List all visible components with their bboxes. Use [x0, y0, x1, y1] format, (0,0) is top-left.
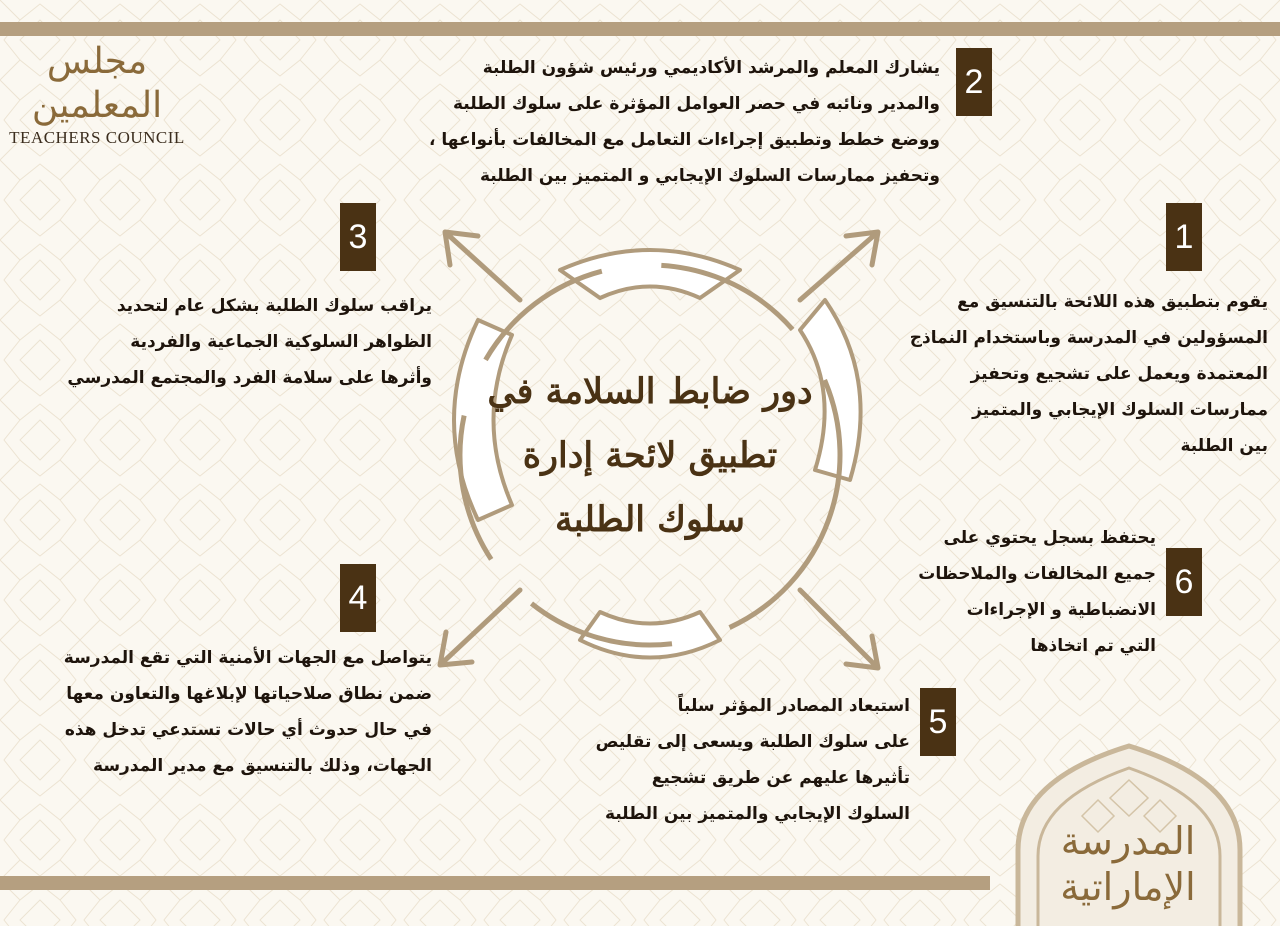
item-2-line-3: ووضع خطط وتطبيق إجراءات التعامل مع المخالفات بأنواعها ،	[429, 130, 940, 150]
item-1-line-5: بين الطلبة	[1180, 436, 1268, 456]
number-box-1: 1	[1166, 203, 1202, 271]
item-5-text	[540, 688, 910, 832]
arrow-top-right	[800, 232, 878, 300]
title-line-3: سلوك الطلبة	[554, 499, 746, 540]
number-box-3: 3	[340, 203, 376, 271]
item-1-text	[880, 284, 1268, 464]
number-box-5: 5	[920, 688, 956, 756]
logo-english-text: TEACHERS COUNCIL	[9, 128, 185, 147]
diagram-title	[460, 360, 840, 552]
item-3-line-1: يراقب سلوك الطلبة بشكل عام لتحديد	[116, 296, 432, 316]
item-4-line-4: الجهات، وذلك بالتنسيق مع مدير المدرسة	[93, 756, 432, 776]
emblem-line-1: المدرسة	[1060, 819, 1196, 863]
emblem-text	[1010, 818, 1246, 910]
item-3-line-2: الظواهر السلوكية الجماعية والفردية	[130, 332, 432, 352]
item-2-line-2: والمدير ونائبه في حصر العوامل المؤثرة على سلوك الطلبة	[452, 94, 940, 114]
title-line-2: تطبيق لائحة إدارة	[522, 435, 778, 476]
item-5-line-3: تأثيرها عليهم عن طريق تشجيع	[651, 768, 910, 788]
item-1-line-3: المعتمدة ويعمل على تشجيع وتحفيز	[970, 364, 1268, 384]
item-4-text	[8, 640, 432, 784]
item-4-line-2: ضمن نطاق صلاحياتها لإبلاغها والتعاون معها	[66, 684, 432, 704]
item-5-line-1: استبعاد المصادر المؤثر سلباً	[677, 696, 910, 716]
arrow-top-left	[445, 232, 520, 300]
item-3-text	[12, 288, 432, 396]
item-4-line-1: يتواصل مع الجهات الأمنية التي تقع المدرسة	[63, 648, 432, 668]
item-5-line-4: السلوك الإيجابي والمتميز بين الطلبة	[604, 804, 910, 824]
item-1-line-1: يقوم بتطبيق هذه اللائحة بالتنسيق مع	[957, 292, 1268, 312]
emblem-line-2: الإماراتية	[1060, 865, 1196, 909]
number-box-6: 6	[1166, 548, 1202, 616]
item-6-line-4: التي تم اتخاذها	[1030, 636, 1156, 656]
arrow-bottom-left	[440, 590, 520, 665]
item-1-line-2: المسؤولين في المدرسة وباستخدام النماذج	[909, 328, 1268, 348]
logo-arabic-text: مجلس المعلمين	[31, 41, 163, 126]
item-3-line-3: وأثرها على سلامة الفرد والمجتمع المدرسي	[67, 368, 432, 388]
number-box-4: 4	[340, 564, 376, 632]
item-4-line-3: في حال حدوث أي حالات تستدعي تدخل هذه	[64, 720, 432, 740]
number-box-2: 2	[956, 48, 992, 116]
arc-bottom	[580, 612, 720, 658]
item-1-line-4: ممارسات السلوك الإيجابي والمتميز	[972, 400, 1268, 420]
item-2-line-1: يشارك المعلم والمرشد الأكاديمي ورئيس شؤون الطلبة	[482, 58, 940, 78]
item-2-line-4: وتحفيز ممارسات السلوك الإيجابي و المتميز بين الطلبة	[479, 166, 940, 186]
item-5-line-2: على سلوك الطلبة ويسعى إلى تقليص	[595, 732, 910, 752]
item-2-text	[380, 50, 940, 194]
arrow-bottom-right	[800, 590, 878, 668]
title-line-1: دور ضابط السلامة في	[487, 371, 813, 412]
item-6-line-3: الانضباطية و الإجراءات	[966, 600, 1156, 620]
item-6-text	[880, 520, 1156, 664]
item-6-line-1: يحتفظ بسجل يحتوي على	[943, 528, 1156, 548]
item-6-line-2: جميع المخالفات والملاحظات	[918, 564, 1156, 584]
